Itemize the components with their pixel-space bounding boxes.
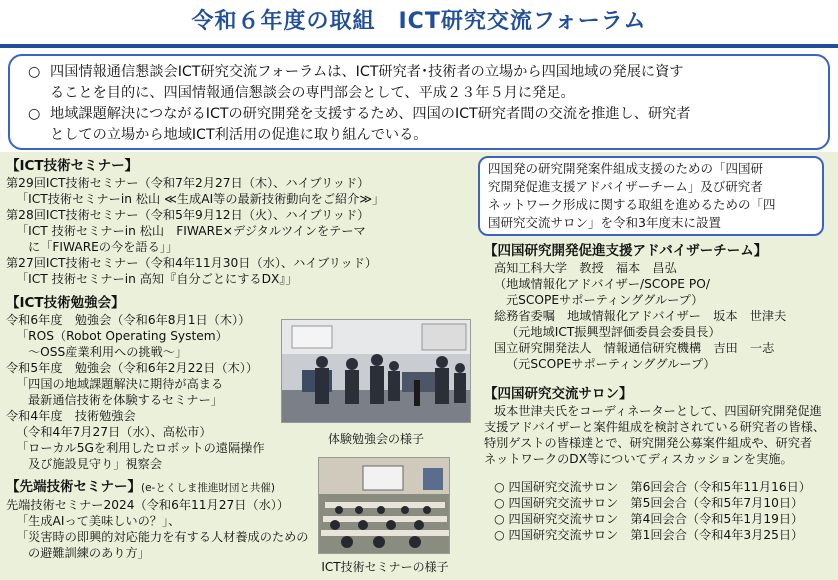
intro-item [24,104,814,146]
salon-heading: 【四国研究交流サロン】 [484,386,633,402]
study-line: 令和5年度 勉強会（令和6年2月22日（木）） [6,361,259,375]
advanced-line: 「生成AIって美味しいの？」、 [16,514,181,528]
advisor-line: 元SCOPEサポーティンググループ） [506,293,704,307]
support-line: ネットワーク形成に関する取組を進めるための「四 [488,197,776,212]
support-line: 国研究交流サロン」を令和3年度末に設置 [488,215,721,230]
advisor-line: 高知工科大学 教授 福本 昌弘 [494,261,677,275]
seminar-line: 「ICT技術セミナーin 松山 ≪生成AI等の最新技術動向をご紹介≫」 [16,192,385,206]
salon-desc-line: ネットワークのDX等についてディスカッションを実施。 [484,452,793,466]
seminar-photo-caption: ICT技術セミナーの様子 [321,560,449,574]
study-line: 「ローカル5Gを利用したロボットの遠隔操作 [16,441,265,455]
title-underline [0,44,838,48]
bullet-circle-icon: ○ [28,64,41,80]
seminar-line: 第29回ICT技術セミナー（令和7年2月27日（木）、ハイブリッド） [6,176,370,190]
intro-item [24,62,814,104]
seminar-line: に「FIWAREの今を語る」」 [28,240,179,254]
advisor-heading: 【四国研究開発促進支援アドバイザーチーム】 [484,243,768,259]
advanced-heading-title: 【先端技術セミナー】 [6,479,141,495]
right-column [484,243,834,543]
intro-text-line: ることを目的に、四国情報通信懇談会の専門部会として、平成２３年５月に発足。 [50,85,575,101]
support-line: 四国発の研究開発案件組成支援のための「四国研 [488,161,764,176]
study-line: 最新通信技術を体験するセミナー」 [28,393,223,407]
salon-meeting-item: ○ 四国研究交流サロン 第5回会合（令和5年7月10日） [494,496,804,510]
seminar-heading: 【ICT技術セミナー】 [6,158,139,174]
seminar-photo [318,457,450,554]
salon-desc-line: 坂本世津夫氏をコーディネーターとして、四国研究開発促進 [494,404,822,418]
workshop-photo-caption: 体験勉強会の様子 [327,432,424,446]
seminar-line: 「ICT 技術セミナーin 松山 FIWARE×デジタルツインをテーマ [16,224,366,238]
seminar-line: 第28回ICT技術セミナー（令和5年9月12日（火）、ハイブリッド） [6,208,370,222]
salon-desc-line: 特別ゲストの皆様達とで、研究開発公募案件組成や、研究者 [484,436,813,450]
advisor-line: （元SCOPEサポーティンググループ） [506,357,716,371]
advanced-heading-note: (e-とくしま推進財団と共催) [141,482,275,494]
advanced-line: の避難訓練のあり方」 [28,546,150,560]
workshop-photo [281,319,471,423]
advanced-line: 先端技術セミナー2024（令和6年11月27日（水）） [6,498,290,512]
study-line: （令和4年7月27日（水）、高松市） [16,425,212,439]
support-line: 究開発促進支援アドバイザーチーム」及び研究者 [488,179,763,194]
study-line: 令和6年度 勉強会（令和6年8月1日（木）） [6,313,251,327]
support-box [478,156,824,236]
study-line: 令和4年度 技術勉強会 [6,409,136,423]
study-line: 「四国の地域課題解決に期待が高まる [16,377,224,391]
intro-text-line: 四国情報通信懇談会ICT研究交流フォーラムは、ICT研究者･技術者の立場から四国地域の発展に資す [50,64,684,80]
study-heading: 【ICT技術勉強会】 [6,295,125,311]
seminar-line: 「ICT 技術セミナーin 高知『自分ごとにするDX』」 [16,272,298,286]
study-line: ～OSS産業利用への挑戦～」 [28,345,188,359]
advisor-line: 国立研究開発法人 情報通信研究機構 吉田 一志 [494,341,775,355]
salon-desc-line: 支援アドバイザーと案件組成を検討されている研究者の皆様、 [484,420,826,434]
advisor-line: （地域情報化アドバイザー/SCOPE PO/ [494,277,710,291]
study-line: 「ROS（Robot Operating System） [16,329,228,343]
advisor-line: 総務省委嘱 地域情報化アドバイザー 坂本 世津夫 [494,309,787,323]
seminar-line: 第27回ICT技術セミナー（令和4年11月30日（水）、ハイブリッド） [6,256,378,270]
intro-box [8,54,830,150]
salon-meeting-item: ○ 四国研究交流サロン 第1回会合（令和4年3月25日） [494,528,804,542]
advisor-line: （元地域ICT振興型評価委員会委員長） [506,325,721,339]
advanced-line: 「災害時の即興的対応能力を有する人材養成のための [16,530,309,544]
intro-text-line: としての立場から地域ICT利活用の促進に取り組んでいる。 [50,127,428,143]
study-line: 及び施設見守り」視察会 [28,457,163,471]
intro-text-line: 地域課題解決につながるICTの研究開発を支援するため、四国のICT研究者間の交流を推進し、研究者 [50,106,691,122]
bullet-circle-icon: ○ [28,106,41,122]
salon-meeting-item: ○ 四国研究交流サロン 第6回会合（令和5年11月16日） [494,480,811,494]
page-title: 令和６年度の取組 ICT研究交流フォーラム [191,9,647,34]
salon-meeting-item: ○ 四国研究交流サロン 第4回会合（令和5年1月19日） [494,512,804,526]
